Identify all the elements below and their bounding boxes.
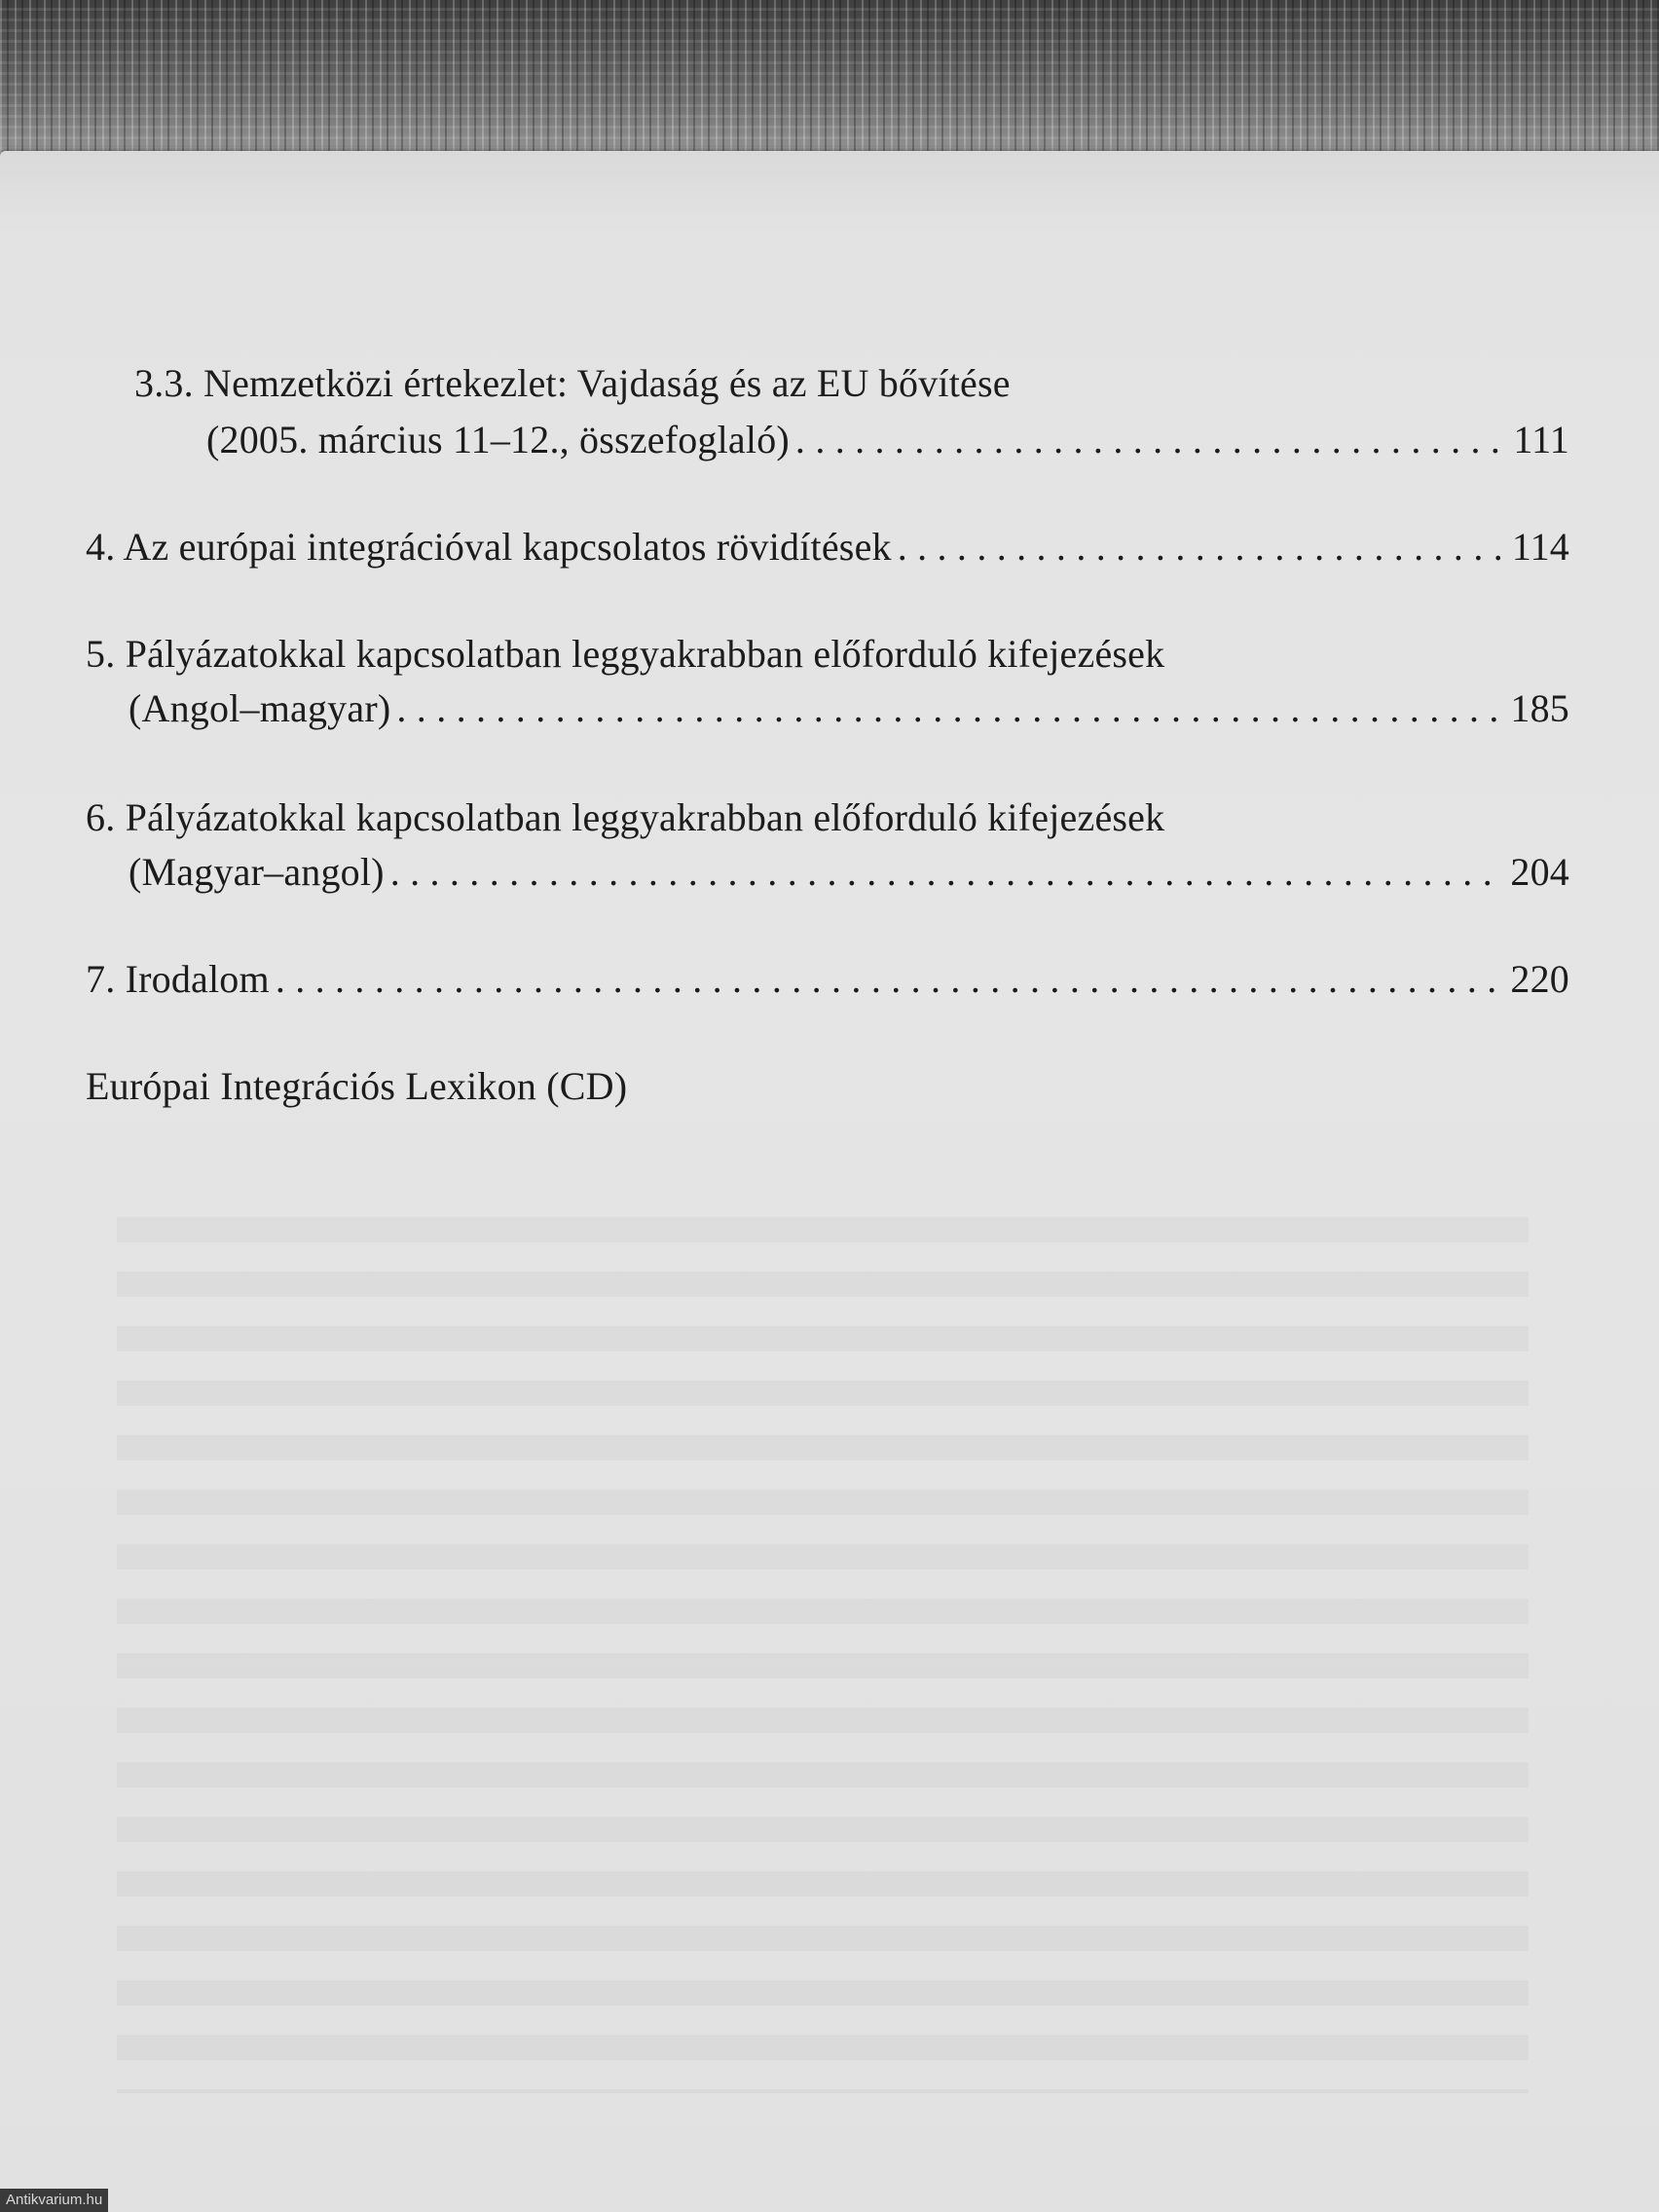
toc-entry-4 <box>86 520 1569 574</box>
dot-leader <box>396 682 1504 736</box>
toc-entry-title: 3.3. Nemzetközi értekezlet: Vajdaság és az EU bővítése <box>134 361 1011 405</box>
toc-entry-cd <box>86 1059 627 1114</box>
toc-entry-5-title <box>86 627 1164 682</box>
toc-page-number: 204 <box>1510 850 1569 894</box>
dot-leader <box>898 520 1506 574</box>
toc-page-number: 114 <box>1511 525 1569 569</box>
toc-page-number: 220 <box>1510 957 1569 1001</box>
dot-leader <box>276 952 1505 1007</box>
toc-entry-title-continuation: (Angol–magyar) <box>129 686 391 730</box>
dot-leader <box>795 413 1507 467</box>
toc-entry-title-continuation: (Magyar–angol) <box>129 850 385 894</box>
toc-entry-title: Európai Integrációs Lexikon (CD) <box>86 1064 628 1108</box>
toc-entry-3-3-title <box>134 356 1011 411</box>
toc-entry-title: 5. Pályázatokkal kapcsolatban leggyakrabban előforduló kifejezések <box>86 632 1165 676</box>
toc-entry-title-continuation: (2005. március 11–12., összefoglaló) <box>206 418 790 461</box>
toc-page-number: 111 <box>1513 418 1569 461</box>
toc-entry-5-continuation <box>129 682 1569 736</box>
toc-entry-6-continuation <box>129 845 1569 900</box>
toc-entry-title: 6. Pályázatokkal kapcsolatban leggyakrabban előforduló kifejezések <box>86 795 1165 839</box>
watermark: Antikvarium.hu <box>0 2189 108 2212</box>
dot-leader <box>390 845 1505 900</box>
toc-entry-title: 7. Irodalom <box>86 957 270 1001</box>
toc-entry-title: 4. Az európai integrációval kapcsolatos rövidítések <box>86 525 892 569</box>
toc-entry-6-title <box>86 791 1164 845</box>
toc-entry-7 <box>86 952 1569 1007</box>
toc-page-number: 185 <box>1510 686 1569 730</box>
toc-entry-3-3-continuation <box>206 413 1569 467</box>
